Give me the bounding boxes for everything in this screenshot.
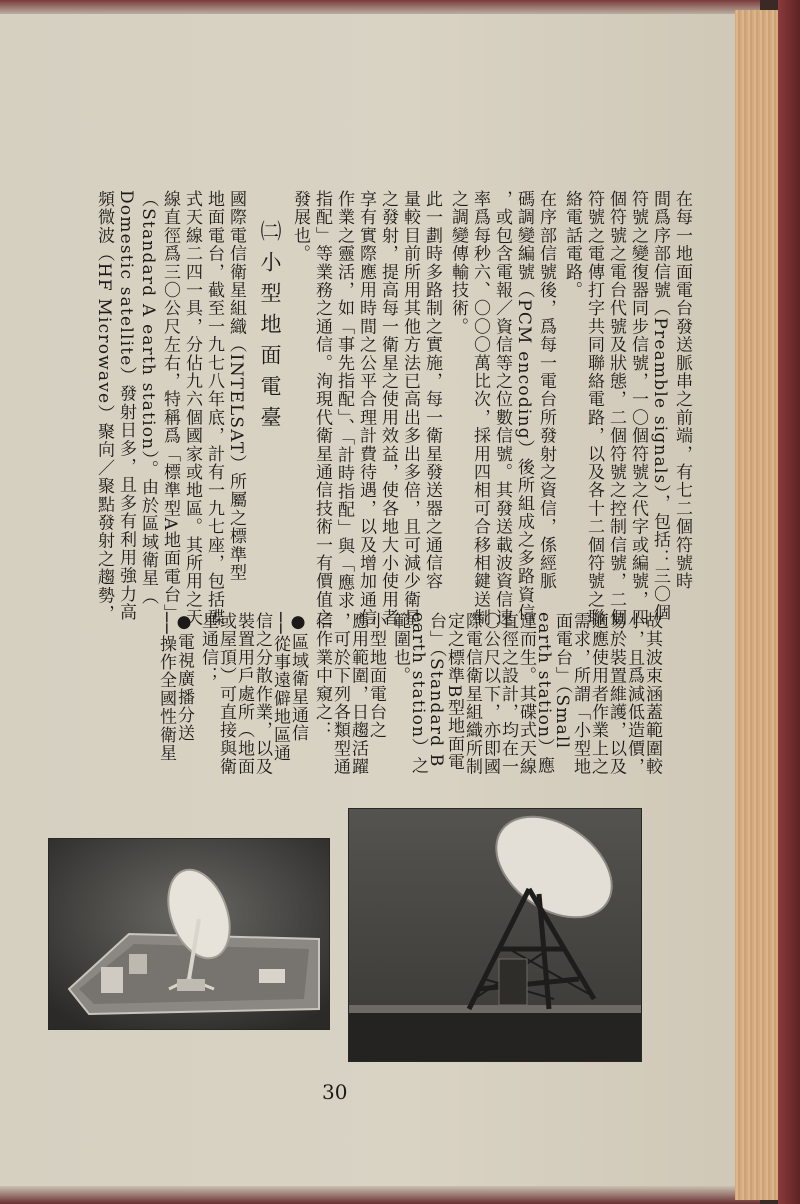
text-column: 絡電話電路。 [562,190,582,300]
text-column: 範圍也。 [390,612,410,685]
text-column: （Standard A earth station）。由於區域衛星（ [138,190,158,606]
text-column: Domestic satellite）發射日多，且多有利用強力高 [116,190,136,622]
text-column: 〇公尺以下，亦即國 [480,612,500,776]
text-column: 地面電台，截至一九七八年底，計有一九七座，包括碟 [204,190,224,627]
text-column: 享有實際應用時間之公平合理計費待遇，以及增加通信 [356,190,376,627]
large-dish-antenna-photo [348,808,642,1062]
page-top-edge [0,0,760,14]
text-column: 故其波束涵蓋範圍較 [642,612,662,776]
text-column: 式天線二四一具，分佔九六個國家或地區。其所用之天 [182,190,202,627]
text-column: 作業之靈活，如「事先指配」、「計時指配」與「應求 [334,190,354,610]
text-column: 裝置用戶處所（地面 [234,612,254,776]
text-column: 在序部信號後，爲每一電台所發射之資信，係經脈 [536,190,556,591]
text-column: 在每一地面電台發送脈串之前端，有七二個符號時 [672,190,692,591]
text-column: 易於裝置維護，以及 [606,612,626,776]
text-column: ●電視廣播分送 [174,612,194,743]
text-column: earth station）應 [534,612,554,775]
section-heading: ㈡小型地面電臺 [258,220,282,437]
text-column: 應用範圍，日趨活躍 [348,612,368,776]
lower-text-block [156,612,665,802]
text-column: 小，且爲減低造價， [624,612,644,776]
text-column: 符號之變復器同步信號，一〇個符號之代字或編號，四 [628,190,648,627]
text-column: 國際電信衛星組織（INTELSAT）所屬之標準型 [226,190,246,582]
text-column: 信作業中窺之： [312,612,332,740]
text-column: 直徑之設計，均在一 [498,612,518,776]
book-cover-edge [778,0,800,1204]
text-column: 面電台」（Small [552,612,572,750]
text-column: 個符號之電台代號及狀態，二個符號之控制信號，二個 [606,190,626,627]
text-column: 之發射，提高每一衛星之使用效益，使各地大小使用者 [378,190,398,627]
text-column: 此一劃時多路制之實施，每一衛星發送器之通信容 [422,190,442,591]
text-column: 碼調變編號（PCM encoding）後所組成之多路資信 [514,190,534,622]
text-column: ──從事遠僻地區通 [270,612,290,763]
text-column: 符號之電傳打字共同聯絡電路，以及各十二個符號之聯 [584,190,604,627]
text-column: ●區域衛星通信 [288,612,308,743]
text-column: ──操作全國性衛星 [156,612,176,763]
text-column: earth station）之 [408,612,428,775]
upper-text-block [75,150,695,650]
text-column: 小型地面電台之 [366,612,386,740]
text-column: 需求，所謂「小型地 [570,612,590,776]
text-column: 運而生。其碟式天線 [516,612,536,776]
small-dish-rooftop-photo [48,838,330,1030]
text-column: 定之標準B型地面電 [444,612,464,772]
text-column: 星通信； [198,612,218,685]
page-number: 30 [322,1080,348,1104]
text-column: 際電信衛星組織所制 [462,612,482,776]
text-column: 量較目前所用其他方法已高出多出多倍，且可減少衛星 [400,190,420,627]
text-column: 或屋頂）可直接與衛 [216,612,236,776]
text-column: ，可於下列各類型通 [330,612,350,776]
text-column: 頻微波（HF Microwave）聚向／聚點發射之趨勢， [94,190,114,623]
text-column: 適應使用者作業上之 [588,612,608,776]
text-column: ，或包含電報／資信等之位數信號。其發送載波資信速 [492,190,512,627]
text-column: 信之分散作業，以及 [252,612,272,776]
text-column: 之調變傳輸技術。 [448,190,468,336]
text-column: 發展也。 [290,190,310,263]
page-bottom-edge [0,1186,760,1204]
text-column: 率爲每秒六、〇〇〇萬比次，採用四相可合移相鍵送制 [470,190,490,627]
text-column: 指配」等業務之通信。洵現代衛星通信技術一有價值之 [312,190,332,627]
text-column: 線直徑爲三〇公尺左右，特稱爲「標準型A地面電台」 [160,190,180,623]
text-column: 間爲序部信號（Preamble signals），包括：三〇個 [650,190,670,622]
text-column: 台」（Standard B [426,612,446,768]
